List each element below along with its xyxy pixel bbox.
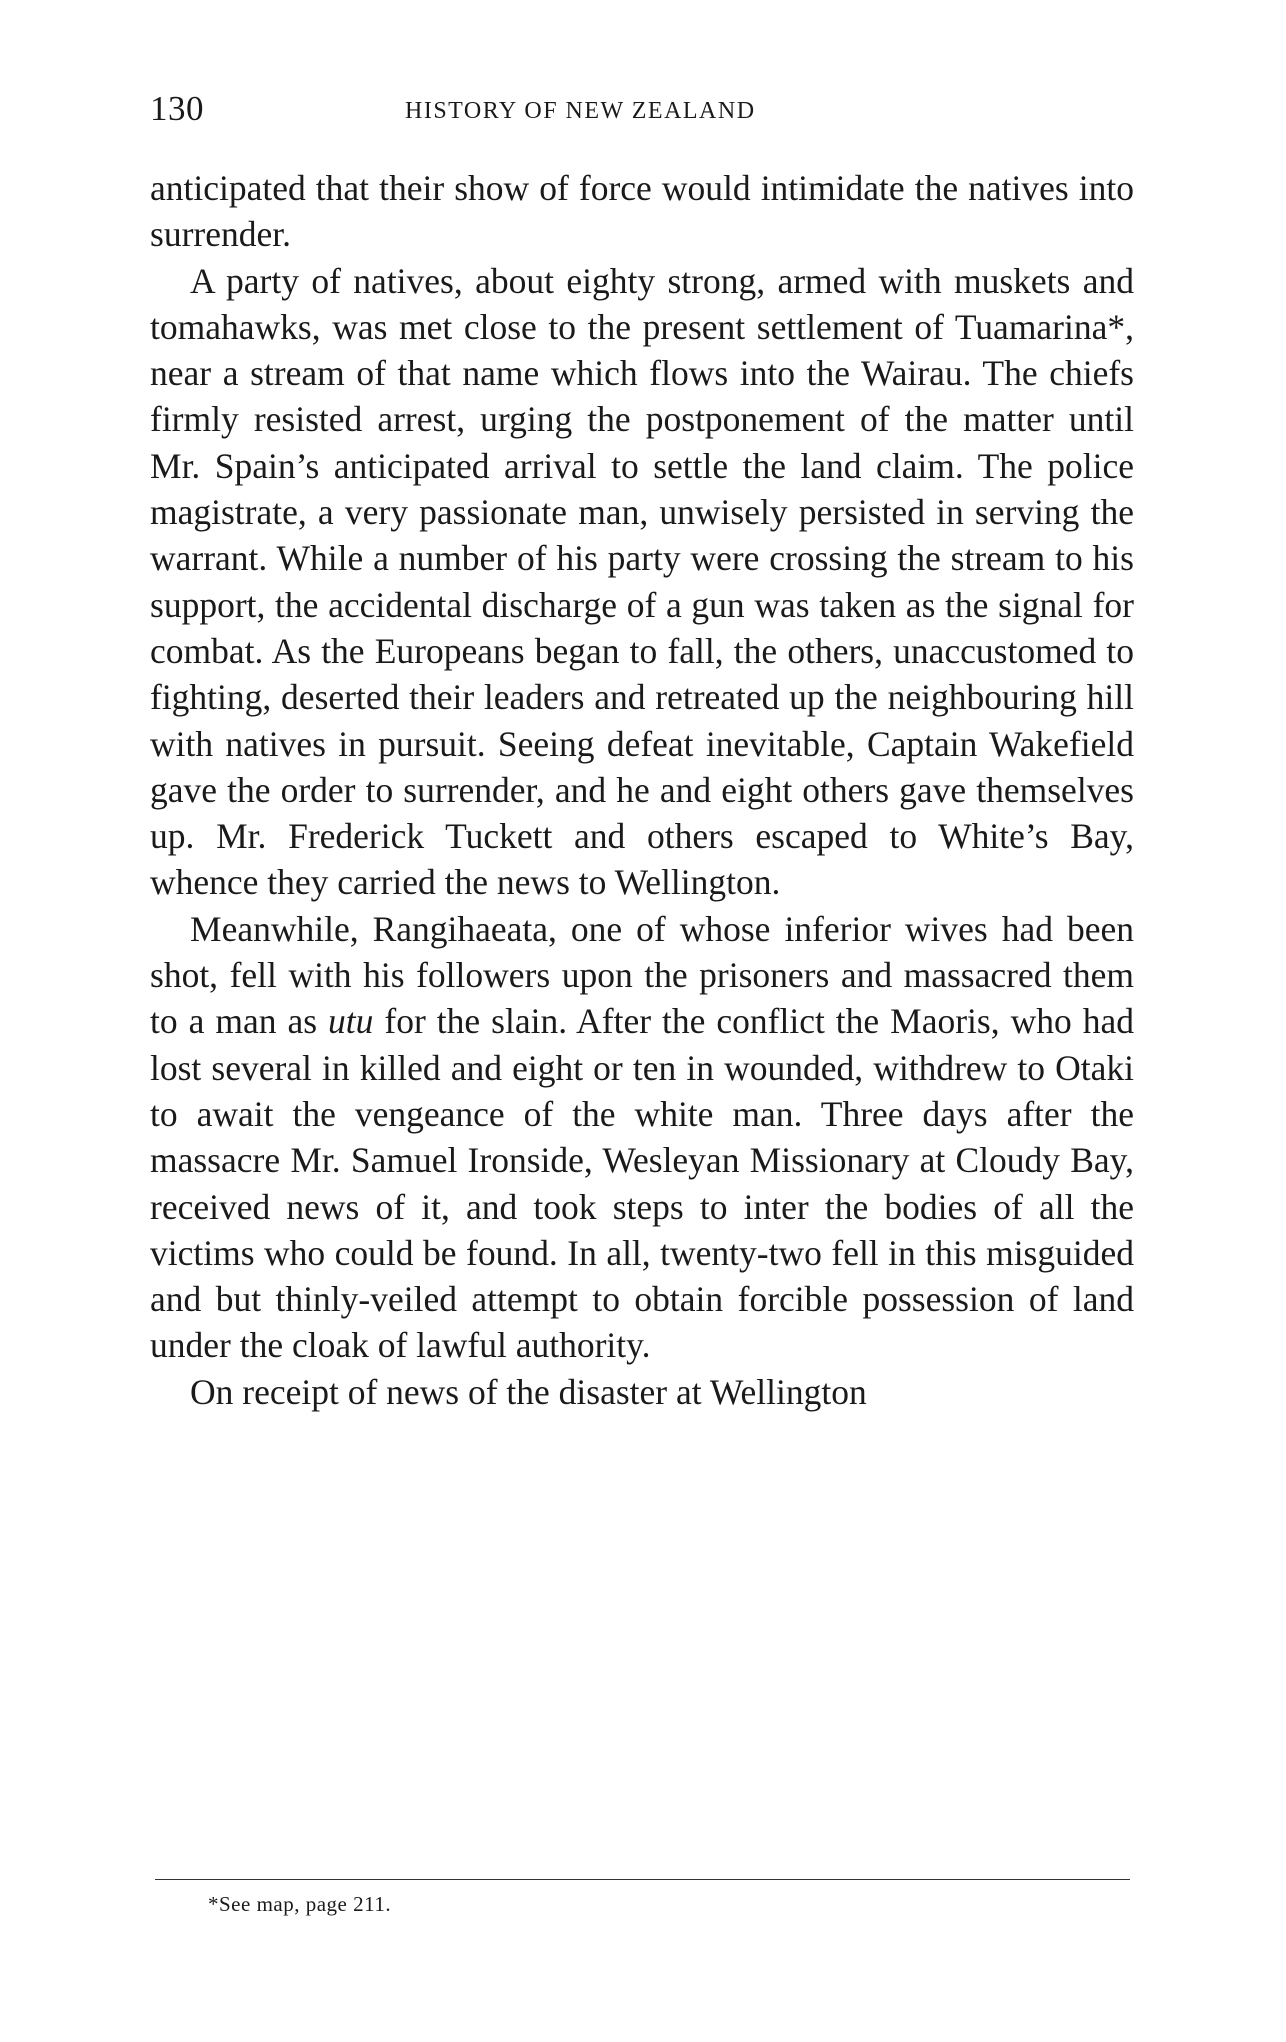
italic-word-utu: utu	[328, 1001, 374, 1042]
paragraph-continued: anticipated that their show of force would intimidate the natives into surrender.	[150, 168, 1134, 255]
running-title: HISTORY OF NEW ZEALAND	[405, 98, 756, 124]
paragraph-massacre-part1: Meanwhile, Rangihaeata, one of whose inferior wives had been shot, fell with his followers upon the prisoners and massacred them to a man as	[150, 908, 1134, 1042]
paragraph-massacre	[150, 906, 1134, 1369]
paragraph-massacre-part2: for the slain. After the conflict the Maoris, who had lost several in killed and eight or ten in wounded, withdrew to Otaki to await the vengeance of the white man. Three days after the massacre Mr. Samuel Ironside, Wesleyan Missionary at Cloudy Bay, received news of it, and took steps to inter the bodies of all the victims who could be found. In all, twenty-two fell in this misguided and but thinly-veiled attempt to obtain forcible possession of land under the cloak of lawful authority.	[150, 1001, 1134, 1366]
paragraph-native-party: A party of natives, about eighty strong, armed with muskets and tomahawks, was met close to the present settlement of Tuamarina*, near a stream of that name which flows into the Wairau. The chiefs firmly resisted arrest, urging the postponement of the matter until Mr. Spain’s anticipated arrival to settle the land claim. The police magistrate, a very passionate man, unwisely persisted in serving the warrant. While a number of his party were crossing the stream to his support, the accidental discharge of a gun was taken as the signal for combat. As the Europeans began to fall, the others, unaccustomed to fighting, deserted their leaders and retreated up the neighbouring hill with natives in pursuit. Seeing defeat inevitable, Captain Wakefield gave the order to surrender, and he and eight others gave themselves up. Mr. Frederick Tuckett and others escaped to White’s Bay, whence they carried the news to Wellington.	[150, 260, 1134, 903]
running-head	[150, 84, 1134, 134]
page-number: 130	[150, 89, 204, 128]
footnote: *See map, page 211.	[208, 1892, 392, 1916]
footnote-divider	[155, 1879, 1130, 1880]
paragraph-news-receipt: On receipt of news of the disaster at Wellington	[190, 1371, 867, 1412]
body-text	[150, 165, 1134, 1415]
